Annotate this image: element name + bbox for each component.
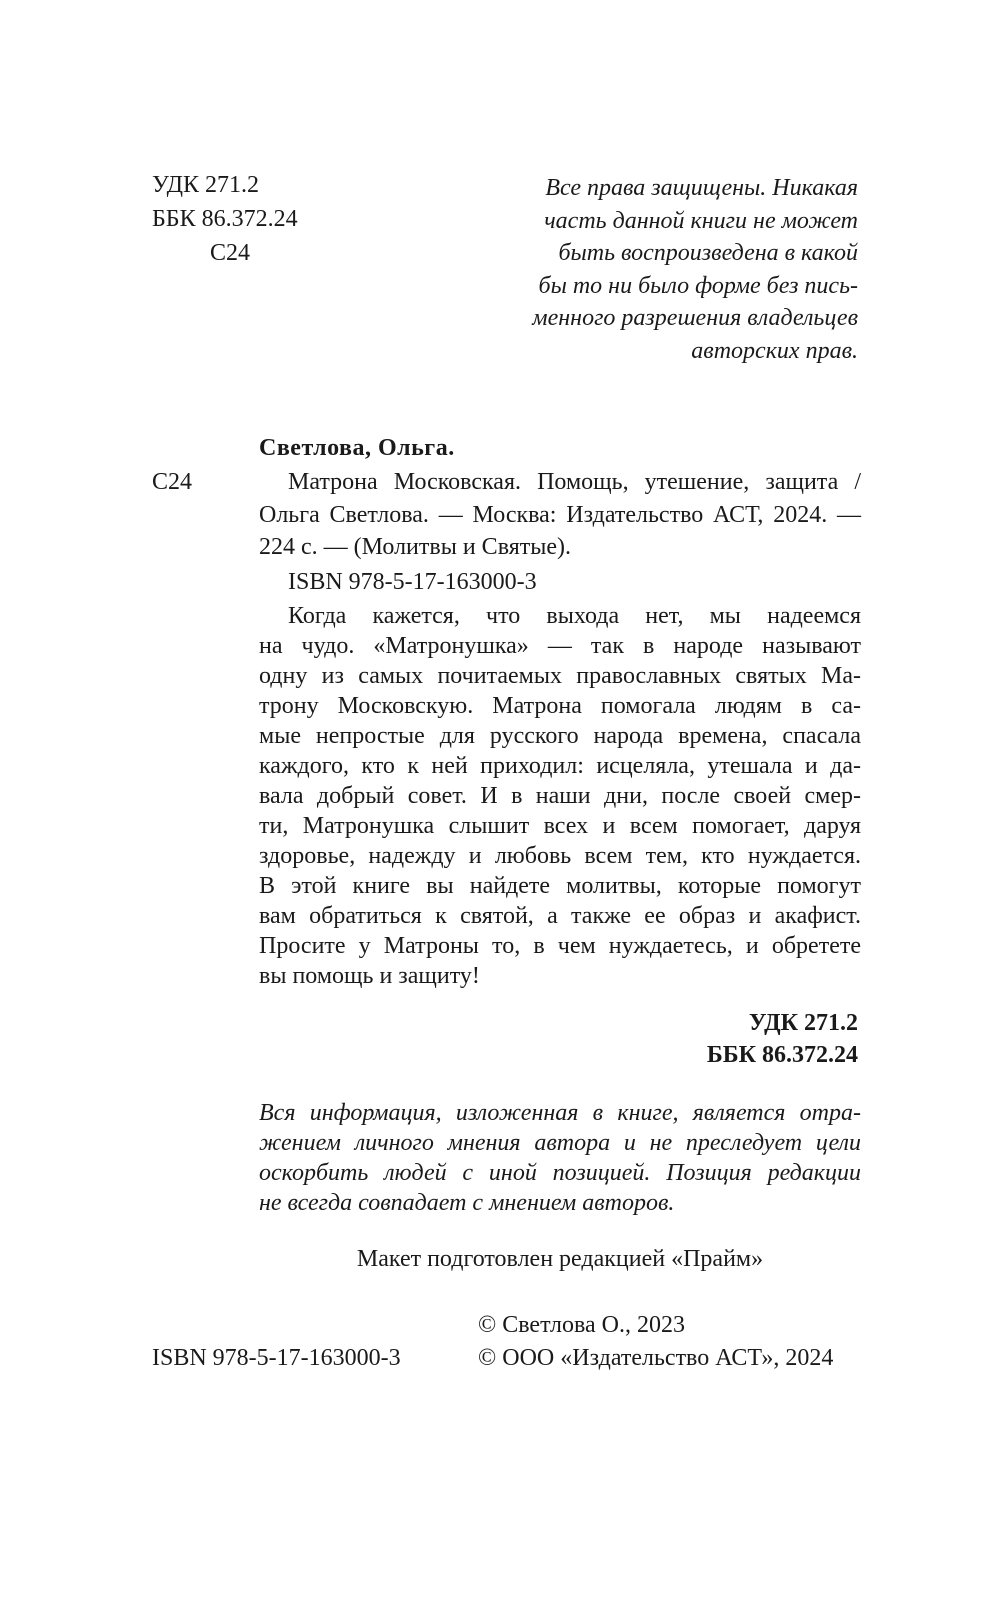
- bib-line: Матрона Московская. Помощь, утешение, защита /: [288, 469, 861, 495]
- annotation-line: трону Московскую. Матрона помогала людям в са-: [259, 693, 861, 719]
- annotation-line: Когда кажется, что выхода нет, мы надеемся: [288, 603, 861, 629]
- annotation-line: вам обратиться к святой, а также ее образ и акафист.: [259, 903, 861, 929]
- annotation-line: вала добрый совет. И в наши дни, после своей смер-: [259, 783, 861, 809]
- annotation-line: на чудо. «Матронушка» — так в народе называют: [259, 633, 861, 659]
- disclaimer-line: не всегда совпадает с мнением авторов.: [259, 1190, 675, 1216]
- annotation-line: В этой книге вы найдете молитвы, которые помогут: [259, 873, 861, 899]
- disclaimer-line: оскорбить людей с иной позицией. Позиция редакции: [259, 1160, 861, 1186]
- bbk-code-footer: ББК 86.372.24: [706, 1042, 858, 1068]
- layout-credit: Макет подготовлен редакцией «Прайм»: [356, 1246, 764, 1272]
- rights-line: быть воспроизведена в какой: [558, 240, 858, 266]
- udk-code: УДК 271.2: [152, 172, 259, 198]
- isbn-entry: ISBN 978-5-17-163000-3: [288, 569, 537, 595]
- rights-line: Все права защищены. Никакая: [545, 175, 858, 201]
- annotation: [259, 601, 861, 991]
- disclaimer-line: жением личного мнения автора и не преследует цели: [259, 1130, 861, 1156]
- author-sign-entry: С24: [152, 469, 193, 495]
- annotation-line: здоровье, надежду и любовь всем тем, кто нуждается.: [259, 843, 861, 869]
- disclaimer: [259, 1098, 861, 1218]
- udk-code-footer: УДК 271.2: [748, 1010, 858, 1036]
- annotation-line: ти, Матронушка слышит всех и всем помогает, даруя: [259, 813, 861, 839]
- rights-line: бы то ни было форме без пись-: [538, 272, 858, 299]
- bbk-code: ББК 86.372.24: [152, 206, 298, 232]
- annotation-line: каждого, кто к ней приходил: исцеляла, утешала и да-: [259, 753, 861, 779]
- annotation-line: Просите у Матроны то, в чем нуждаетесь, и обретете: [259, 933, 861, 959]
- rights-line: часть данной книги не может: [544, 207, 858, 234]
- annotation-line: вы помощь и защиту!: [259, 963, 480, 989]
- copyright-author: © Светлова О., 2023: [478, 1312, 685, 1338]
- rights-notice: [470, 172, 858, 367]
- isbn-footer: ISBN 978-5-17-163000-3: [152, 1345, 401, 1371]
- annotation-line: одну из самых почитаемых православных святых Ма-: [259, 663, 861, 689]
- author-sign: С24: [210, 240, 251, 266]
- bibliographic-description: [259, 466, 861, 564]
- copyright-publisher: © ООО «Издательство АСТ», 2024: [478, 1345, 834, 1371]
- bib-line: 224 с. — (Молитвы и Святые).: [259, 534, 571, 560]
- rights-line: авторских прав.: [691, 337, 858, 364]
- annotation-line: мые непростые для русского народа времена, спасала: [259, 723, 861, 749]
- author-heading: Светлова, Ольга.: [259, 435, 455, 461]
- bib-line: Ольга Светлова. — Москва: Издательство АСТ, 2024. —: [259, 501, 861, 528]
- disclaimer-line: Вся информация, изложенная в книге, является отра-: [259, 1100, 861, 1126]
- rights-line: менного разрешения владельцев: [532, 305, 858, 331]
